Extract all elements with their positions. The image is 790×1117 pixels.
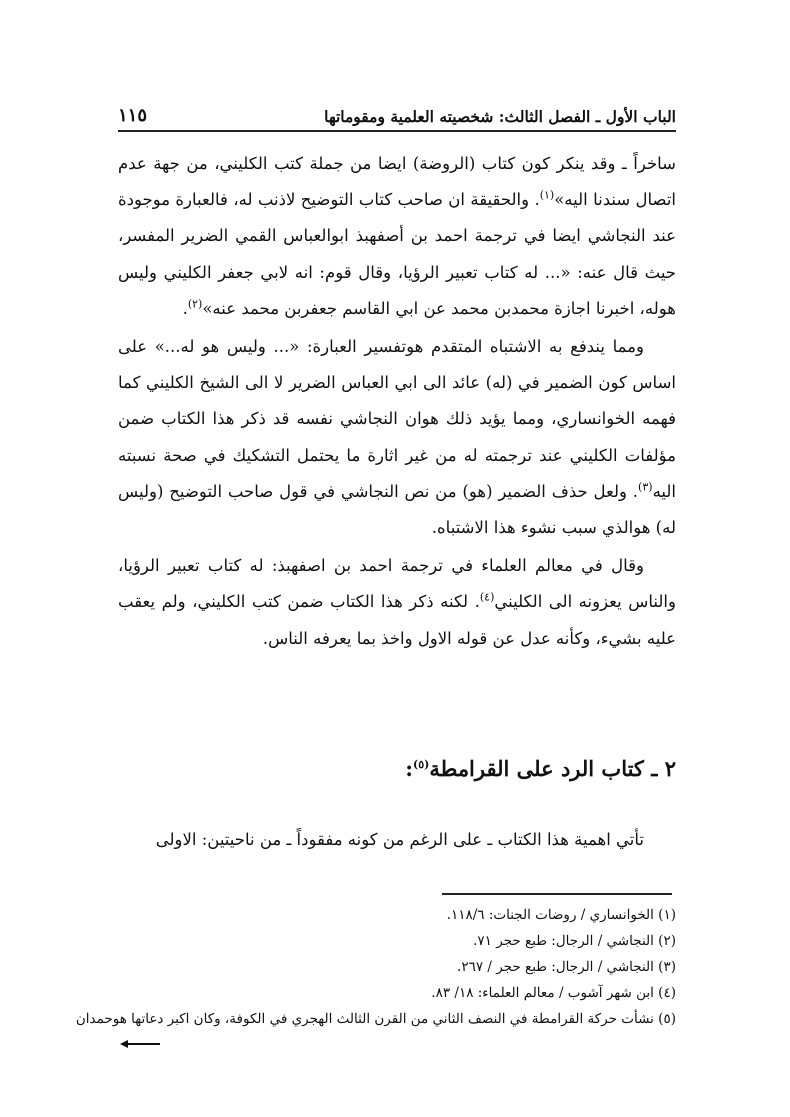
- footnote-1: (١) الخوانساري / روضات الجنات: ١١٨/٦.: [446, 907, 676, 923]
- paragraph-1-text-after: . والحقيقة ان صاحب كتاب التوضيح لاذنب له، فالعبارة موجودة عند النجاشي ايضا في ترجمة احمد بن أصفهبذ ابوالعباس القمي الضرير المفسر، حيث قال عنه: «... له كتاب تعبير الرؤيا، وقال قوم: انه لابي جعفر الكليني وليس هوله، اخبرنا اجازة محمدبن محمد عن ابي القاسم جعفربن محمد عنه»: [118, 190, 676, 318]
- paragraph-2: [118, 329, 676, 546]
- running-header: [118, 92, 676, 126]
- section-heading-text: ٢ ـ كتاب الرد على القرامطة: [429, 756, 676, 781]
- header-divider: [118, 130, 676, 132]
- footnote-3: (٣) النجاشي / الرجال: طبع حجر / ٢٦٧.: [457, 959, 676, 975]
- footnote-4: (٤) ابن شهر آشوب / معالم العلماء: ١٨/ ٨٣.: [431, 985, 676, 1001]
- footnote-5: (٥) نشأت حركة القرامطة في النصف الثاني من القرن الثالث الهجري في الكوفة، وكان اكبر دعاتها هوحمدان: [75, 1011, 676, 1027]
- footnote-ref-1: (١): [539, 188, 555, 202]
- section-heading: [118, 752, 676, 786]
- footnote-ref-2: (٢): [187, 297, 203, 311]
- paragraph-3-text-after: . لكنه ذكر هذا الكتاب ضمن كتب الكليني، ولم يعقب عليه بشيء، وكأنه عدل عن قوله الاول واخذ بما يعرفه الناس.: [118, 592, 676, 648]
- section-first-line: تأتي اهمية هذا الكتاب ـ على الرغم من كونه مفقوداً ـ من ناحيتين: الاولى: [155, 830, 644, 849]
- section-heading-colon: :: [405, 756, 413, 781]
- footnotes: [75, 902, 676, 1032]
- body-text: [118, 146, 676, 659]
- footnote-ref-5: (٥): [412, 758, 430, 771]
- paragraph-1: [118, 146, 676, 327]
- footnote-ref-4: (٤): [479, 590, 495, 604]
- left-arrow-icon: [120, 1038, 160, 1050]
- paragraph-2-text-after: . ولعل حذف الضمير (هو) من نص النجاشي في قول صاحب التوضيح (وليس له) هوالذي سبب نشوء هذا الاشتباه.: [118, 481, 676, 538]
- paragraph-1-text: ساخراً ـ وقد ينكر كون كتاب (الروضة) ايضا من جملة كتب الكليني، من جهة عدم اتصال سندنا اليه»: [118, 154, 676, 210]
- paragraph-1-text-end: .: [182, 298, 188, 318]
- page-number: ١١٥: [118, 105, 148, 126]
- footnote-2: (٢) النجاشي / الرجال: طبع حجر ٧١.: [473, 933, 676, 949]
- paragraph-2-text: ومما يندفع به الاشتباه المتقدم هوتفسير العبارة: «... وليس هو له...» على اساس كون الضمير في (له) عائد الى ابي العباس الضرير لا الى الشيخ الكليني كما فهمه الخوانساري، ومما يؤيد ذلك هوان النجاشي نفسه قد ذكر هذا الكتاب ضمن مؤلفات الكليني عند ترجمته له من غير اثارة ما يحتمل التشكيك في صحة نسبته اليه: [118, 337, 676, 501]
- header-title: الباب الأول ـ الفصل الثالث: شخصيته العلمية ومقوماتها: [324, 107, 676, 126]
- paragraph-3: [118, 548, 676, 657]
- footnote-divider: [442, 893, 672, 895]
- paragraph-3-text: وقال في معالم العلماء في ترجمة احمد بن اصفهبذ: له كتاب تعبير الرؤيا، والناس يعزونه الى الكليني: [118, 556, 676, 612]
- footnote-ref-3: (٣): [638, 480, 653, 494]
